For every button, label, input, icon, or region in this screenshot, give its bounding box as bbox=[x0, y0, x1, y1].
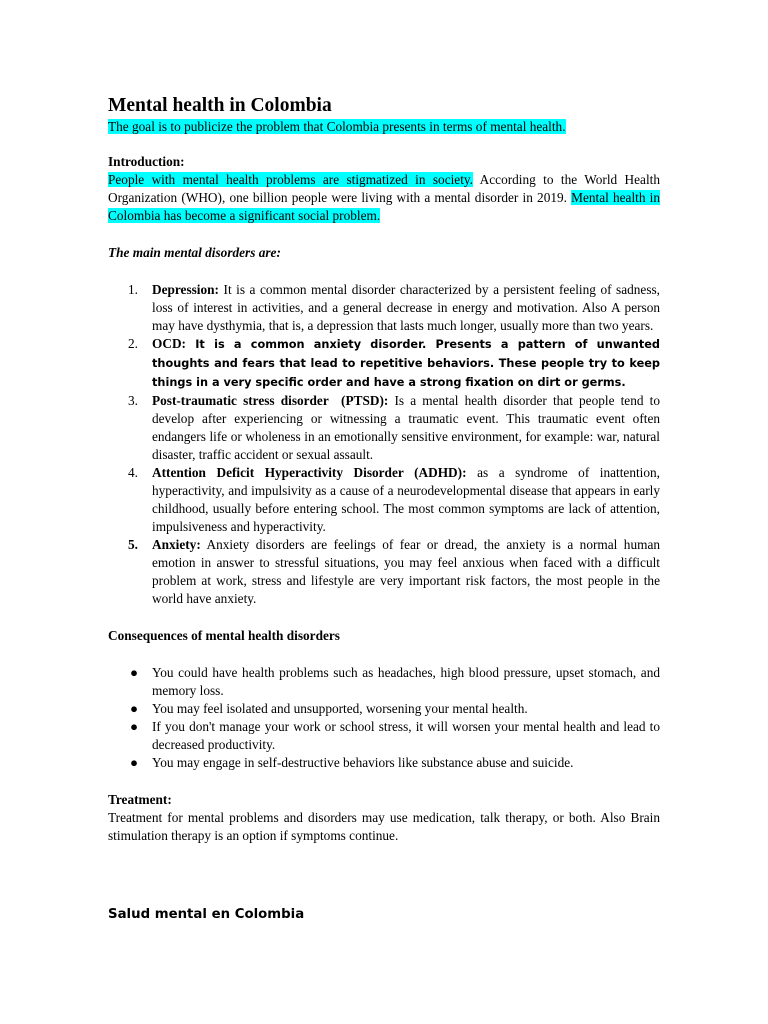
list-item bbox=[108, 392, 660, 464]
consequence-text: You could have health problems such as headaches, high blood pressure, upset stomach, and memory loss. bbox=[152, 665, 660, 698]
bullet-icon: ● bbox=[130, 755, 139, 770]
disorder-term: Anxiety: bbox=[152, 537, 201, 552]
disorder-term: Attention Deficit Hyperactivity Disorder (ADHD): bbox=[152, 465, 467, 480]
list-item bbox=[108, 281, 660, 335]
list-number: 1. bbox=[128, 282, 138, 297]
list-item bbox=[108, 754, 660, 772]
list-number: 3. bbox=[128, 393, 138, 408]
bullet-icon: ● bbox=[130, 701, 139, 716]
consequences-heading: Consequences of mental health disorders bbox=[108, 628, 340, 643]
consequence-text: If you don't manage your work or school stress, it will worsen your mental health and lead to decreased productivity. bbox=[152, 719, 660, 752]
introduction-heading: Introduction: bbox=[108, 154, 185, 169]
disorder-description: Is a mental health disorder that people tend to develop after experiencing or witnessing a traumatic event. This traumatic event often endangers life or wholeness in an emotionally sensitive environment, for example: war, natural disaster, traffic accident or sexual assault. bbox=[152, 393, 660, 462]
disorder-description: Anxiety disorders are feelings of fear or dread, the anxiety is a normal human emotion in answer to stressful situations, you may feel anxious when faced with a difficult problem at work, stress and lifestyle are very important risk factors, the most people in the world have anxiety. bbox=[152, 537, 660, 606]
disorders-list bbox=[108, 281, 660, 608]
disorder-term: Post-traumatic stress disorder bbox=[152, 393, 329, 408]
disorder-description: It is a common anxiety disorder. Presents a pattern of unwanted thoughts and fears that lead to repetitive behaviors. These people try to keep things in a very specific order and have a strong fixation on dirt or germs. bbox=[152, 338, 660, 389]
spanish-section-title: Salud mental en Colombia bbox=[108, 907, 305, 922]
list-item bbox=[108, 335, 660, 392]
treatment-heading: Treatment: bbox=[108, 792, 172, 807]
intro-highlight-1: People with mental health problems are stigmatized in society. bbox=[108, 172, 474, 187]
treatment-paragraph: Treatment for mental problems and disorders may use medication, talk therapy, or both. Also Brain stimulation therapy is an option if symptoms continue. bbox=[108, 810, 660, 843]
disorder-description: It is a common mental disorder characterized by a persistent feeling of sadness, loss of interest in activities, and a general decrease in energy and motivation. Also A person may have dysthymia, that is, a depression that lasts much longer, usually more than two years. bbox=[152, 282, 660, 333]
disorder-description: as a syndrome of inattention, hyperactivity, and impulsivity as a cause of a neurodevelopmental disease that appears in early childhood, usually before entering school. The most common symptoms are lack of attention, impulsiveness and hyperactivity. bbox=[152, 465, 660, 534]
intro-highlight-2: Mental health in Colombia has become a significant social problem. bbox=[108, 190, 660, 223]
list-item bbox=[108, 718, 660, 754]
disorder-term-abbrev: (PTSD): bbox=[341, 393, 389, 408]
list-item bbox=[108, 700, 660, 718]
list-number: 5. bbox=[128, 537, 138, 552]
goal-statement bbox=[108, 118, 660, 136]
list-number: 2. bbox=[128, 336, 138, 351]
list-item bbox=[108, 464, 660, 536]
intro-body: According to the World Health Organization (WHO), one billion people were living with a mental disorder in 2019. bbox=[108, 172, 660, 205]
goal-highlight: The goal is to publicize the problem that Colombia presents in terms of mental health. bbox=[108, 119, 566, 134]
document-title: Mental health in Colombia bbox=[108, 95, 332, 116]
bullet-icon: ● bbox=[130, 665, 139, 680]
consequences-list bbox=[108, 664, 660, 772]
disorder-term: OCD: bbox=[152, 336, 186, 351]
introduction-paragraph bbox=[108, 171, 660, 225]
consequence-text: You may feel isolated and unsupported, worsening your mental health. bbox=[152, 701, 528, 716]
list-number: 4. bbox=[128, 465, 138, 480]
list-item bbox=[108, 536, 660, 608]
disorders-heading: The main mental disorders are: bbox=[108, 245, 281, 260]
disorder-term: Depression: bbox=[152, 282, 219, 297]
list-item bbox=[108, 664, 660, 700]
consequence-text: You may engage in self-destructive behaviors like substance abuse and suicide. bbox=[152, 755, 574, 770]
bullet-icon: ● bbox=[130, 719, 139, 734]
